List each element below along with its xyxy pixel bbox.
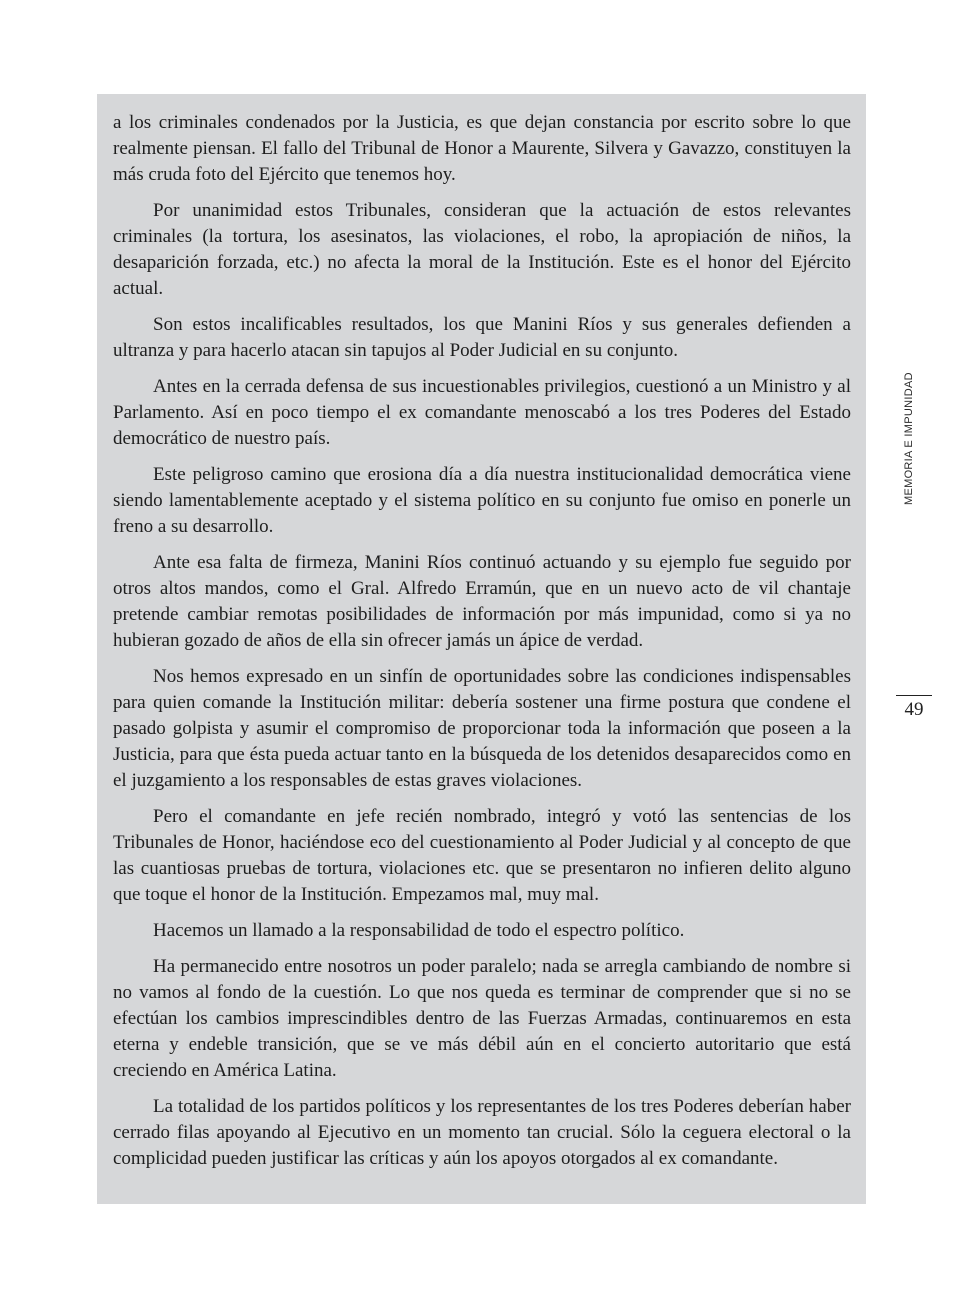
paragraph-11: La totalidad de los partidos políticos y los representantes de los tres Poderes deberían haber cerrado filas apoyando al Ejecutivo en un momento tan crucial. Sólo la ceguera electoral o la complicidad pueden justificar las críticas y aún los apoyos otorgados al ex comandante. — [113, 1096, 851, 1169]
paragraph-4: Antes en la cerrada defensa de sus incuestionables privilegios, cuestionó a un Ministro y al Parlamento. Así en poco tiempo el ex comandante menoscabó a los tres Poderes del Estado democrático de nuestro país. — [113, 376, 851, 449]
paragraph-7: Nos hemos expresado en un sinfín de oportunidades sobre las condiciones indispensables para quien comande la Institución militar: debería sostener una firme postura que condene el pasado golpista y asumir el compromiso de proporcionar toda la información que poseen a la Justicia, para que ésta pueda actuar tanto en la búsqueda de los detenidos desaparecidos como en el juzgamiento a los responsables de estas graves violaciones. — [113, 666, 851, 791]
text-block — [97, 94, 866, 1204]
page-number-rule — [896, 695, 932, 696]
paragraph-3: Son estos incalificables resultados, los que Manini Ríos y sus generales defienden a ultranza y para hacerlo atacan sin tapujos al Poder Judicial en su conjunto. — [113, 314, 851, 361]
paragraph-5: Este peligroso camino que erosiona día a día nuestra institucionalidad democrática viene siendo lamentablemente aceptado y el sistema político en su conjunto fue omiso en ponerle un freno a su desarrollo. — [113, 464, 851, 537]
paragraph-10: Ha permanecido entre nosotros un poder paralelo; nada se arregla cambiando de nombre si no vamos al fondo de la cuestión. Lo que nos queda es terminar de comprender que si no se efectúan los cambios imprescindibles dentro de las Fuerzas Armadas, continuaremos en esta eterna y endeble transición, que se ve más débil aún en el concierto autoritario que está creciendo en América Latina. — [113, 956, 851, 1081]
paragraph-8: Pero el comandante en jefe recién nombrado, integró y votó las sentencias de los Tribunales de Honor, haciéndose eco del cuestionamiento al Poder Judicial y al concepto de que las cuantiosas pruebas de tortura, violaciones etc. que se presentaron no infieren delito alguno que toque el honor de la Institución. Empezamos mal, muy mal. — [113, 806, 851, 905]
page-number: 49 — [904, 699, 924, 720]
running-section-title: MEMORIA E IMPUNIDAD — [903, 372, 915, 506]
paragraph-1: a los criminales condenados por la Justicia, es que dejan constancia por escrito sobre lo que realmente piensan. El fallo del Tribunal de Honor a Maurente, Silvera y Gavazzo, constituyen la más cruda foto del Ejército que tenemos hoy. — [113, 112, 851, 185]
paragraph-2: Por unanimidad estos Tribunales, consideran que la actuación de estos relevantes criminales (la tortura, los asesinatos, las violaciones, el robo, la apropiación de niños, la desaparición forzada, etc.) no afecta la moral de la Institución. Este es el honor del Ejército actual. — [113, 200, 851, 299]
paragraph-9: Hacemos un llamado a la responsabilidad de todo el espectro político. — [153, 920, 685, 941]
paragraph-6: Ante esa falta de firmeza, Manini Ríos continuó actuando y su ejemplo fue seguido por otros altos mandos, como el Gral. Alfredo Erramún, que en un nuevo acto de vil chantaje pretende cambiar remotas posibilidades de información por más impunidad, como si ya no hubieran gozado de años de ella sin ofrecer jamás un ápice de verdad. — [113, 552, 851, 651]
